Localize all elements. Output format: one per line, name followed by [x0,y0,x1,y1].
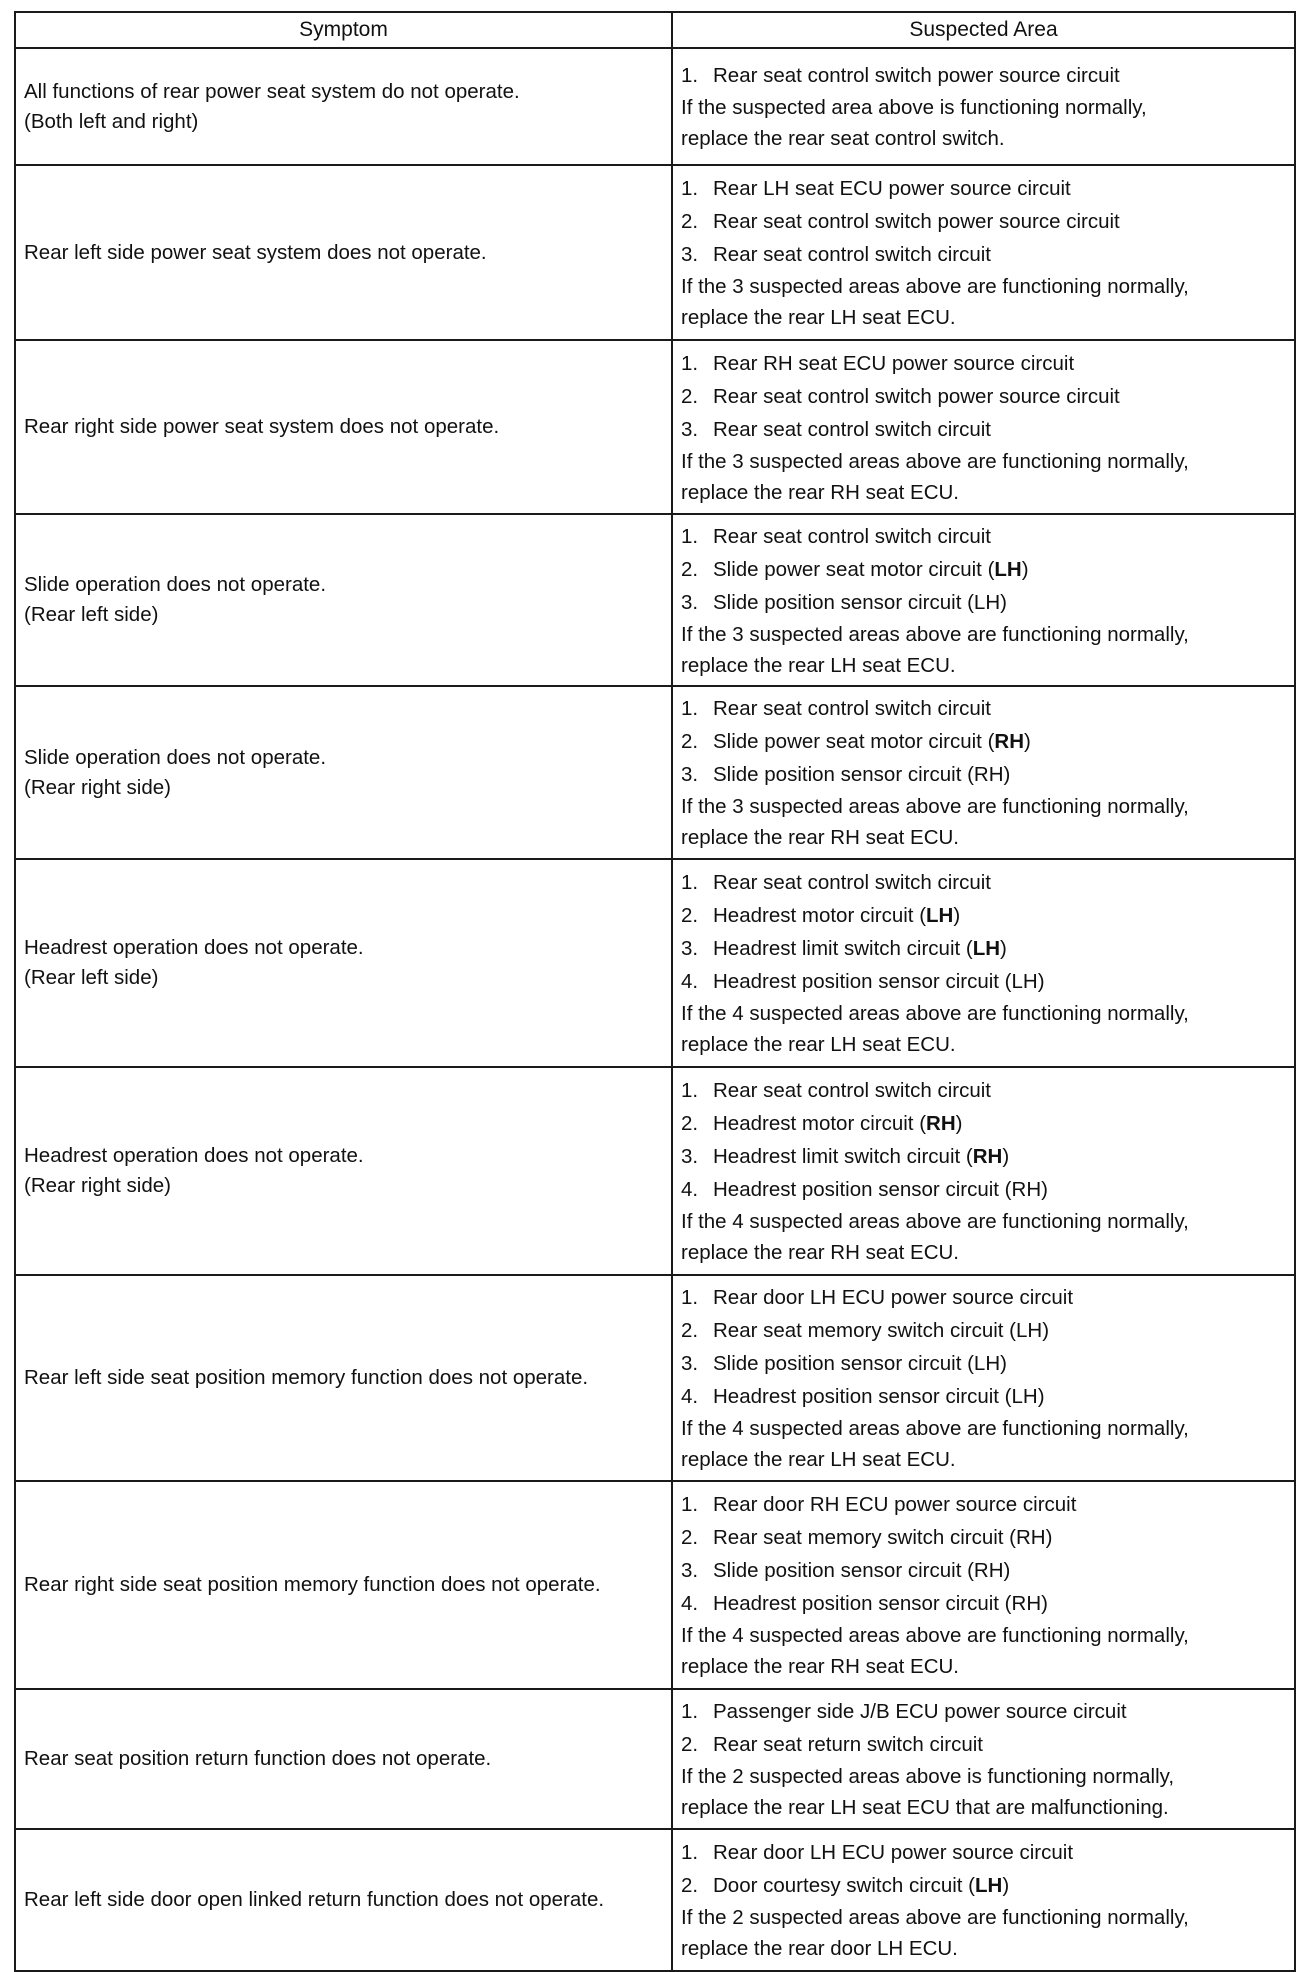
replacement-note: replace the rear RH seat ECU. [681,480,960,504]
suspected-area-item [681,725,1286,758]
item-text: Rear door RH ECU power source circuit [713,1493,1077,1516]
symptom-text: (Rear left side) [24,603,159,626]
suspected-area-item [681,59,1286,92]
item-number: 1. [681,351,699,375]
item-number: 1. [681,1286,699,1309]
item-number: 3. [681,937,699,960]
item-number: 3. [681,763,699,786]
symptom-cell [15,165,672,340]
item-text-suffix: ) [1002,1874,1010,1897]
suspected-area-item [681,866,1286,899]
replacement-note: If the 3 suspected areas above are functioning normally, [681,795,1189,818]
item-number: 1. [681,1493,699,1516]
suspected-area-item [681,205,1286,238]
replacement-note: If the 4 suspected areas above are functioning normally, [681,1002,1189,1025]
item-number: 4. [681,1592,699,1615]
item-text: Headrest limit switch circuit ( [713,937,973,960]
replacement-note: replace the rear RH seat ECU. [681,1655,960,1678]
item-side-emphasis: LH [975,1874,1003,1897]
item-side-emphasis: RH [994,730,1025,753]
table-row [15,859,1295,1067]
item-text: Rear seat return switch circuit [713,1733,984,1756]
suspected-area-item [681,899,1286,932]
table-row [15,514,1295,686]
suspected-area-item [681,1587,1286,1620]
suspected-area-item [681,553,1286,586]
table-row [15,165,1295,340]
suspected-area-item [681,758,1286,791]
suspected-area-cell [672,1689,1295,1829]
replacement-note: If the 3 suspected areas above are functioning normally, [681,275,1189,298]
suspected-area-item [681,1695,1286,1728]
symptom-text: (Rear right side) [24,775,171,799]
item-text: Rear seat control switch circuit [713,697,991,720]
item-text-suffix: ) [953,904,961,927]
item-text: Rear seat control switch circuit [713,417,991,441]
suspected-area-item [681,1380,1286,1413]
table-row [15,1481,1295,1689]
table-row [15,686,1295,859]
item-text: Rear seat control switch power source circuit [713,210,1120,233]
item-text-suffix: ) [955,1112,963,1135]
suspected-area-item [681,380,1286,413]
item-number: 2. [681,210,699,233]
replacement-note: replace the rear LH seat ECU. [681,306,956,329]
item-number: 3. [681,590,699,614]
replacement-note: replace the rear RH seat ECU. [681,1241,960,1264]
item-side-emphasis: LH [926,904,954,927]
suspected-area-item [681,1728,1286,1761]
item-text: Slide position sensor circuit (LH) [713,590,1007,614]
symptom-cell [15,859,672,1067]
item-text: Headrest motor circuit ( [713,904,927,927]
item-text: Headrest motor circuit ( [713,1112,927,1135]
replacement-note: If the 3 suspected areas above are functioning normally, [681,622,1189,646]
item-number: 1. [681,524,699,548]
item-text: Rear door LH ECU power source circuit [713,1841,1074,1864]
item-text: Headrest position sensor circuit (LH) [713,970,1045,993]
symptom-cell [15,1275,672,1481]
item-text: Rear seat memory switch circuit (LH) [713,1319,1050,1342]
suspected-area-item [681,1107,1286,1140]
item-text: Rear seat control switch circuit [713,1079,991,1102]
suspected-area-column-header: Suspected Area [672,12,1295,48]
item-number: 1. [681,1079,699,1102]
replacement-note: If the 2 suspected areas above are functioning normally, [681,1906,1189,1929]
item-text: Headrest position sensor circuit (RH) [713,1592,1048,1615]
item-number: 1. [681,697,699,720]
item-side-emphasis: RH [972,1145,1003,1168]
item-text: Rear LH seat ECU power source circuit [713,177,1071,200]
item-text-suffix: ) [1000,937,1007,960]
suspected-area-cell [672,48,1295,165]
item-number: 3. [681,1559,699,1582]
item-text: Rear seat control switch power source circuit [713,384,1120,408]
symptom-text: Rear seat position return function does not operate. [24,1747,492,1770]
suspected-area-cell [672,340,1295,514]
item-text: Rear seat control switch circuit [713,524,991,548]
item-number: 4. [681,970,699,993]
suspected-area-item [681,1521,1286,1554]
item-number: 4. [681,1178,699,1201]
item-number: 1. [681,1700,699,1723]
item-number: 2. [681,1874,699,1897]
suspected-area-cell [672,686,1295,859]
suspected-area-item [681,1836,1286,1869]
item-side-emphasis: RH [926,1112,956,1135]
replacement-note: If the 3 suspected areas above are functioning normally, [681,449,1189,473]
item-text: Rear seat control switch circuit [713,871,991,894]
suspected-area-item [681,520,1286,553]
item-text: Rear seat control switch power source circuit [713,64,1120,87]
item-number: 3. [681,1145,699,1168]
item-number: 1. [681,64,699,87]
item-number: 2. [681,1319,699,1342]
item-text: Slide position sensor circuit (LH) [713,1352,1007,1375]
suspected-area-item [681,172,1286,205]
item-text: Rear seat memory switch circuit (RH) [713,1526,1053,1549]
item-text: Slide position sensor circuit (RH) [713,763,1011,786]
suspected-area-item [681,1314,1286,1347]
symptom-cell [15,340,672,514]
item-number: 2. [681,904,699,927]
symptom-cell [15,1481,672,1689]
suspected-area-cell [672,514,1295,686]
suspected-area-cell [672,165,1295,340]
table-body [15,48,1295,1971]
item-side-emphasis: LH [972,937,1001,960]
suspected-area-item [681,1869,1286,1902]
item-number: 3. [681,417,699,441]
item-number: 2. [681,1112,699,1135]
item-text: Headrest position sensor circuit (LH) [713,1385,1045,1408]
item-side-emphasis: LH [994,557,1022,581]
item-text: Headrest position sensor circuit (RH) [713,1178,1048,1201]
item-number: 4. [681,1385,699,1408]
suspected-area-item [681,1140,1286,1173]
suspected-area-cell [672,859,1295,1067]
symptom-text: Slide operation does not operate. [24,745,327,769]
item-text: Rear RH seat ECU power source circuit [713,351,1075,375]
replacement-note: replace the rear LH seat ECU. [681,1033,956,1056]
item-number: 2. [681,1526,699,1549]
item-number: 3. [681,243,699,266]
suspected-area-item [681,1554,1286,1587]
suspected-area-item [681,1074,1286,1107]
replacement-note: replace the rear LH seat ECU. [681,1448,956,1471]
suspected-area-item [681,1281,1286,1314]
symptom-text: Rear right side power seat system does not operate. [24,415,500,438]
symptom-text: (Rear left side) [24,966,159,989]
symptom-text: Slide operation does not operate. [24,573,327,596]
suspected-area-item [681,965,1286,998]
item-number: 2. [681,384,699,408]
item-number: 2. [681,1733,699,1756]
symptom-cell [15,48,672,165]
symptom-cell [15,1689,672,1829]
item-text-suffix: ) [1002,1145,1010,1168]
item-text: Slide power seat motor circuit ( [713,730,995,753]
replacement-note: replace the rear RH seat ECU. [681,826,960,849]
replacement-note: If the 4 suspected areas above are functioning normally, [681,1210,1189,1233]
suspected-area-cell [672,1481,1295,1689]
item-number: 3. [681,1352,699,1375]
symptom-text: (Both left and right) [24,109,199,133]
item-number: 2. [681,557,699,581]
item-text-suffix: ) [1021,557,1029,581]
replacement-note: If the suspected area above is functioning normally, [681,96,1147,119]
replacement-note: replace the rear LH seat ECU that are malfunctioning. [681,1796,1169,1819]
symptom-text: (Rear right side) [24,1174,171,1197]
suspected-area-item [681,1488,1286,1521]
symptom-text: Rear left side seat position memory function does not operate. [24,1366,589,1389]
item-text: Rear seat control switch circuit [713,243,991,266]
table-header-row [15,12,1295,48]
item-text: Headrest limit switch circuit ( [713,1145,973,1168]
symptom-text: Rear right side seat position memory function does not operate. [24,1573,601,1596]
symptom-text: Rear left side power seat system does not operate. [24,240,487,264]
replacement-note: If the 2 suspected areas above is functioning normally, [681,1765,1175,1788]
symptom-cell [15,686,672,859]
diagnosis-table-sheet [14,11,1294,1972]
item-text: Passenger side J/B ECU power source circuit [713,1700,1127,1723]
suspected-area-cell [672,1275,1295,1481]
symptom-text: Rear left side door open linked return function does not operate. [24,1888,605,1911]
table-row [15,1067,1295,1275]
suspected-area-item [681,413,1286,446]
suspected-area-item [681,932,1286,965]
item-text-suffix: ) [1024,730,1031,753]
table-row [15,1275,1295,1481]
symptom-cell [15,514,672,686]
item-text: Rear door LH ECU power source circuit [713,1286,1074,1309]
table-row [15,48,1295,165]
replacement-note: replace the rear seat control switch. [681,127,1005,150]
suspected-area-item [681,1173,1286,1206]
replacement-note: If the 4 suspected areas above are functioning normally, [681,1417,1189,1440]
problem-symptoms-table [14,11,1296,1972]
item-number: 1. [681,1841,699,1864]
item-text: Slide position sensor circuit (RH) [713,1559,1011,1582]
item-text: Slide power seat motor circuit ( [713,557,995,581]
symptom-text: Headrest operation does not operate. [24,1144,364,1167]
suspected-area-item [681,692,1286,725]
suspected-area-cell [672,1067,1295,1275]
item-number: 1. [681,871,699,894]
table-row [15,340,1295,514]
replacement-note: If the 4 suspected areas above are functioning normally, [681,1624,1189,1647]
symptom-text: Headrest operation does not operate. [24,936,364,959]
suspected-area-item [681,238,1286,271]
symptom-text: All functions of rear power seat system do not operate. [24,79,520,103]
replacement-note: replace the rear door LH ECU. [681,1937,958,1960]
suspected-area-item [681,347,1286,380]
item-text: Door courtesy switch circuit ( [713,1874,976,1897]
symptom-column-header: Symptom [15,12,672,48]
table-row [15,1689,1295,1829]
symptom-cell [15,1067,672,1275]
item-number: 1. [681,177,699,200]
suspected-area-item [681,1347,1286,1380]
suspected-area-item [681,586,1286,619]
item-number: 2. [681,730,699,753]
replacement-note: replace the rear LH seat ECU. [681,653,956,677]
